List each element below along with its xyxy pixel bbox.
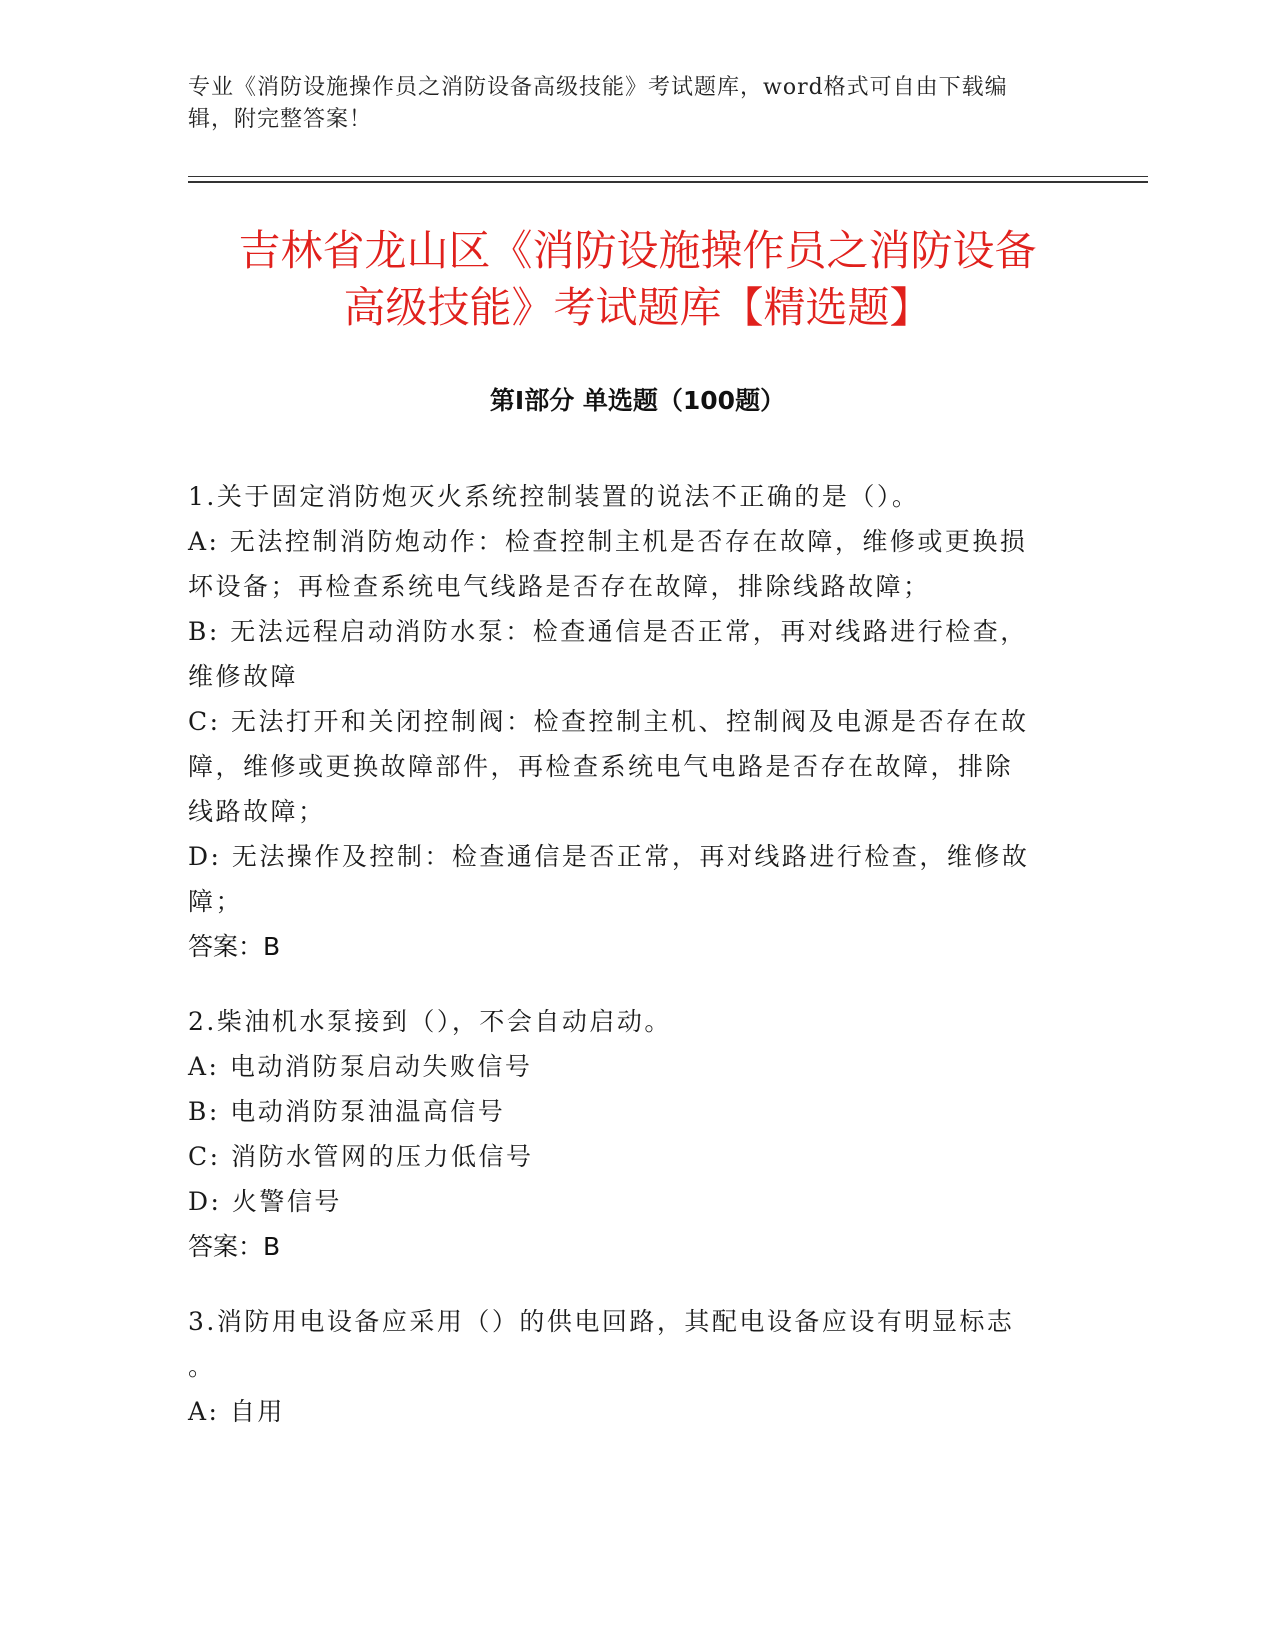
- question-1: [188, 474, 1068, 969]
- question-1-option-c-cont-2: 线路故障；: [188, 797, 326, 826]
- section-title: 第Ⅰ部分 单选题（100题）: [489, 386, 786, 415]
- question-3-stem: 3.消防用电设备应采用（）的供电回路，其配电设备应设有明显标志: [188, 1307, 1015, 1336]
- header-note: [188, 72, 1068, 136]
- question-2-stem: 2.柴油机水泵接到（），不会自动启动。: [188, 1007, 672, 1036]
- question-3-stem-cont: 。: [188, 1352, 216, 1381]
- question-1-option-b: B: 无法远程启动消防水泵：检查通信是否正常，再对线路进行检查，: [188, 617, 1028, 646]
- question-1-option-c: C: 无法打开和关闭控制阀：检查控制主机、控制阀及电源是否存在故: [188, 707, 1029, 736]
- question-1-stem: 1.关于固定消防炮灭火系统控制装置的说法不正确的是（）。: [188, 482, 920, 511]
- question-2-option-b: B: 电动消防泵油温高信号: [188, 1097, 506, 1126]
- question-2-answer: 答案：B: [188, 1232, 281, 1261]
- question-1-option-a: A: 无法控制消防炮动作：检查控制主机是否存在故障，维修或更换损: [188, 527, 1028, 556]
- question-1-option-d: D: 无法操作及控制：检查通信是否正常，再对线路进行检查，维修故: [188, 842, 1030, 871]
- header-divider-thin: [188, 176, 1148, 177]
- question-1-option-a-cont: 坏设备；再检查系统电气线路是否存在故障，排除线路故障；: [188, 572, 931, 601]
- question-list: [188, 474, 1068, 1464]
- question-3: [188, 1299, 1068, 1434]
- question-3-option-a: A: 自用: [188, 1397, 285, 1426]
- header-note-line-2: 辑，附完整答案！: [188, 107, 373, 132]
- question-2-option-d: D: 火警信号: [188, 1187, 342, 1216]
- question-1-option-b-cont: 维修故障: [188, 662, 299, 691]
- question-2: [188, 999, 1068, 1269]
- question-1-answer: 答案：B: [188, 932, 281, 961]
- question-2-option-c: C: 消防水管网的压力低信号: [188, 1142, 534, 1171]
- document-title-line-2: 高级技能》考试题库【精选题】: [343, 283, 932, 332]
- question-1-option-d-cont: 障；: [188, 887, 244, 916]
- header-divider-thick: [188, 181, 1148, 183]
- header-note-line-1: 专业《消防设施操作员之消防设备高级技能》考试题库，word格式可自由下载编: [188, 75, 1008, 100]
- question-2-option-a: A: 电动消防泵启动失败信号: [188, 1052, 533, 1081]
- question-1-option-c-cont: 障，维修或更换故障部件，再检查系统电气电路是否存在故障，排除: [188, 752, 1014, 781]
- document-title-line-1: 吉林省龙山区《消防设施操作员之消防设备: [238, 226, 1037, 275]
- document-title: [160, 222, 1115, 336]
